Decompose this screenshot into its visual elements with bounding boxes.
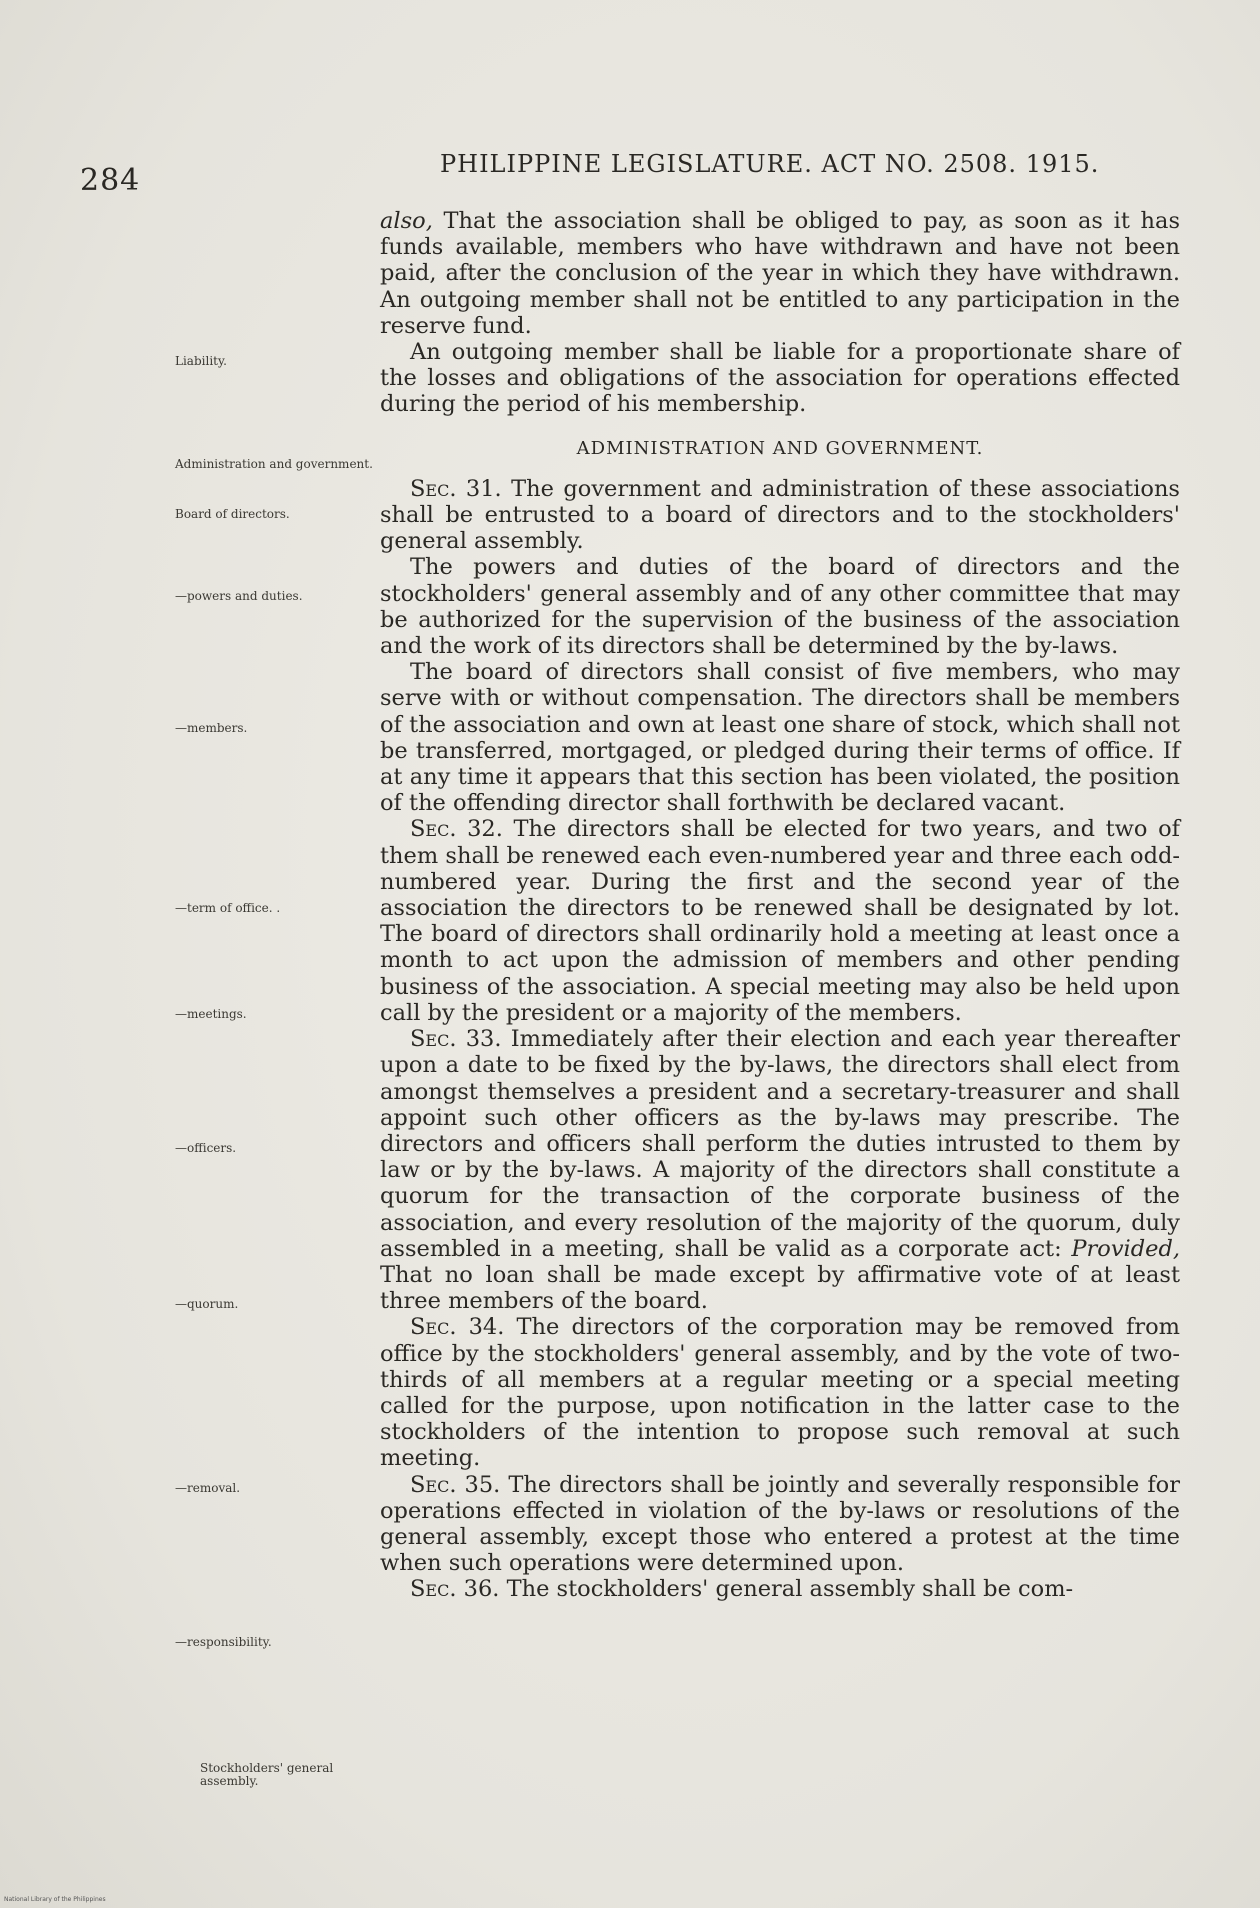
running-head: PHILIPPINE LEGISLATURE. ACT NO. 2508. 1915. — [440, 150, 1100, 178]
margin-note-powers: —powers and duties. — [175, 589, 303, 603]
page-number: 284 — [80, 163, 141, 198]
margin-note-quorum: —quorum. — [175, 1297, 239, 1311]
sec-36-label: Sec. 36. — [410, 1576, 500, 1603]
section-heading: ADMINISTRATION AND GOVERNMENT. — [576, 437, 984, 459]
margin-note-removal: —removal. — [175, 1481, 241, 1495]
sec-33-label: Sec. 33. — [410, 1026, 502, 1053]
paragraph-members: The board of directors shall consist of five members, who may serve with or without compensation. The directors shall be members of the association and own at least one share of stock, which shall not be transferred, mortgaged, or pledged during their terms of office. If at any time it appears that this section has been violated, the position of the offending director shall forthwith be declared vacant. — [380, 659, 1180, 817]
margin-note-meetings: —meetings. — [175, 1007, 247, 1021]
sec-35-label: Sec. 35. — [410, 1471, 501, 1498]
italic-provided: Provided, — [1071, 1235, 1180, 1262]
paragraph-liability: An outgoing member shall be liable for a proportionate share of the losses and obligations of the association for operations effected during the period of his membership. — [380, 339, 1180, 418]
margin-note-term: —term of office. . — [175, 901, 281, 915]
margin-note-administration: Administration and government. — [175, 457, 373, 471]
paragraph-sec-33: Sec. 33. Immediately after their election and each year thereafter upon a date to be fixed by the by-laws, the directors shall elect from amongst themselves a president and a secretary-treasurer and shall appoint such other officers as the by-laws may prescribe. The directors and officers shall perform the duties intrusted to them by law or by the by-laws. A majority of the directors shall constitute a quorum for the transaction of the corporate business of the association, and every resolution of the majority of the quorum, duly assembled in a meeting, shall be valid as a corporate act: Provided, That no loan shall be made except by affirmative vote of at least three members of the board. — [380, 1026, 1180, 1315]
italic-also: also, — [380, 208, 433, 234]
paragraph-sec-34: Sec. 34. The directors of the corporation may be removed from office by the stockholders' general assembly, and by the vote of two-thirds of all members at a regular meeting or a special meeting called for the purpose, upon notification in the latter case to the stockholders of the intention to propose such removal at such meeting. — [380, 1314, 1180, 1472]
sec-31-label: Sec. 31. — [410, 475, 502, 502]
sec-34-label: Sec. 34. — [410, 1314, 505, 1341]
paragraph-sec-32: Sec. 32. The directors shall be elected for two years, and two of them shall be renewed each even-numbered year and three each odd-numbered year. During the first and the second year of the association the directors to be renewed shall be designated by lot. The board of directors shall ordinarily hold a meeting at least once a month to act upon the admission of members and other pending business of the association. A special meeting may also be held upon call by the president or a majority of the members. — [380, 816, 1180, 1026]
paragraph-sec-35: Sec. 35. The directors shall be jointly and severally responsible for operations effected in violation of the by-laws or resolutions of the general assembly, except those who entered a protest at the time when such operations were determined upon. — [380, 1471, 1180, 1577]
paragraph-powers: The powers and duties of the board of directors and the stockholders' general assembly and of any other committee that may be authorized for the supervision of the business of the association and the work of its directors shall be determined by the by-laws. — [380, 554, 1180, 660]
paragraph-sec-31: Sec. 31. The government and administration of these associations shall be entrusted to a board of directors and to the stockholders' general assembly. — [380, 475, 1180, 555]
margin-note-liability: Liability. — [175, 354, 227, 368]
footer-credit: National Library of the Philippines — [4, 1896, 106, 1903]
margin-note-board: Board of directors. — [175, 507, 290, 521]
paragraph-continuation: also, That the association shall be obliged to pay, as soon as it has funds available, members who have withdrawn and have not been paid, after the conclusion of the year in which they have withdrawn. An outgoing member shall not be entitled to any participation in the reserve fund. — [380, 208, 1180, 339]
margin-note-officers: —officers. — [175, 1141, 237, 1155]
margin-note-members: —members. — [175, 721, 248, 735]
margin-note-responsibility: —responsibility. — [175, 1635, 272, 1649]
paragraph-sec-36: Sec. 36. The stockholders' general assembly shall be com- — [410, 1576, 1074, 1603]
sec-32-label: Sec. 32. — [410, 816, 503, 843]
body-text — [380, 208, 1180, 1603]
margin-note-stockholders: Stockholders' general assembly. — [200, 1761, 334, 1788]
